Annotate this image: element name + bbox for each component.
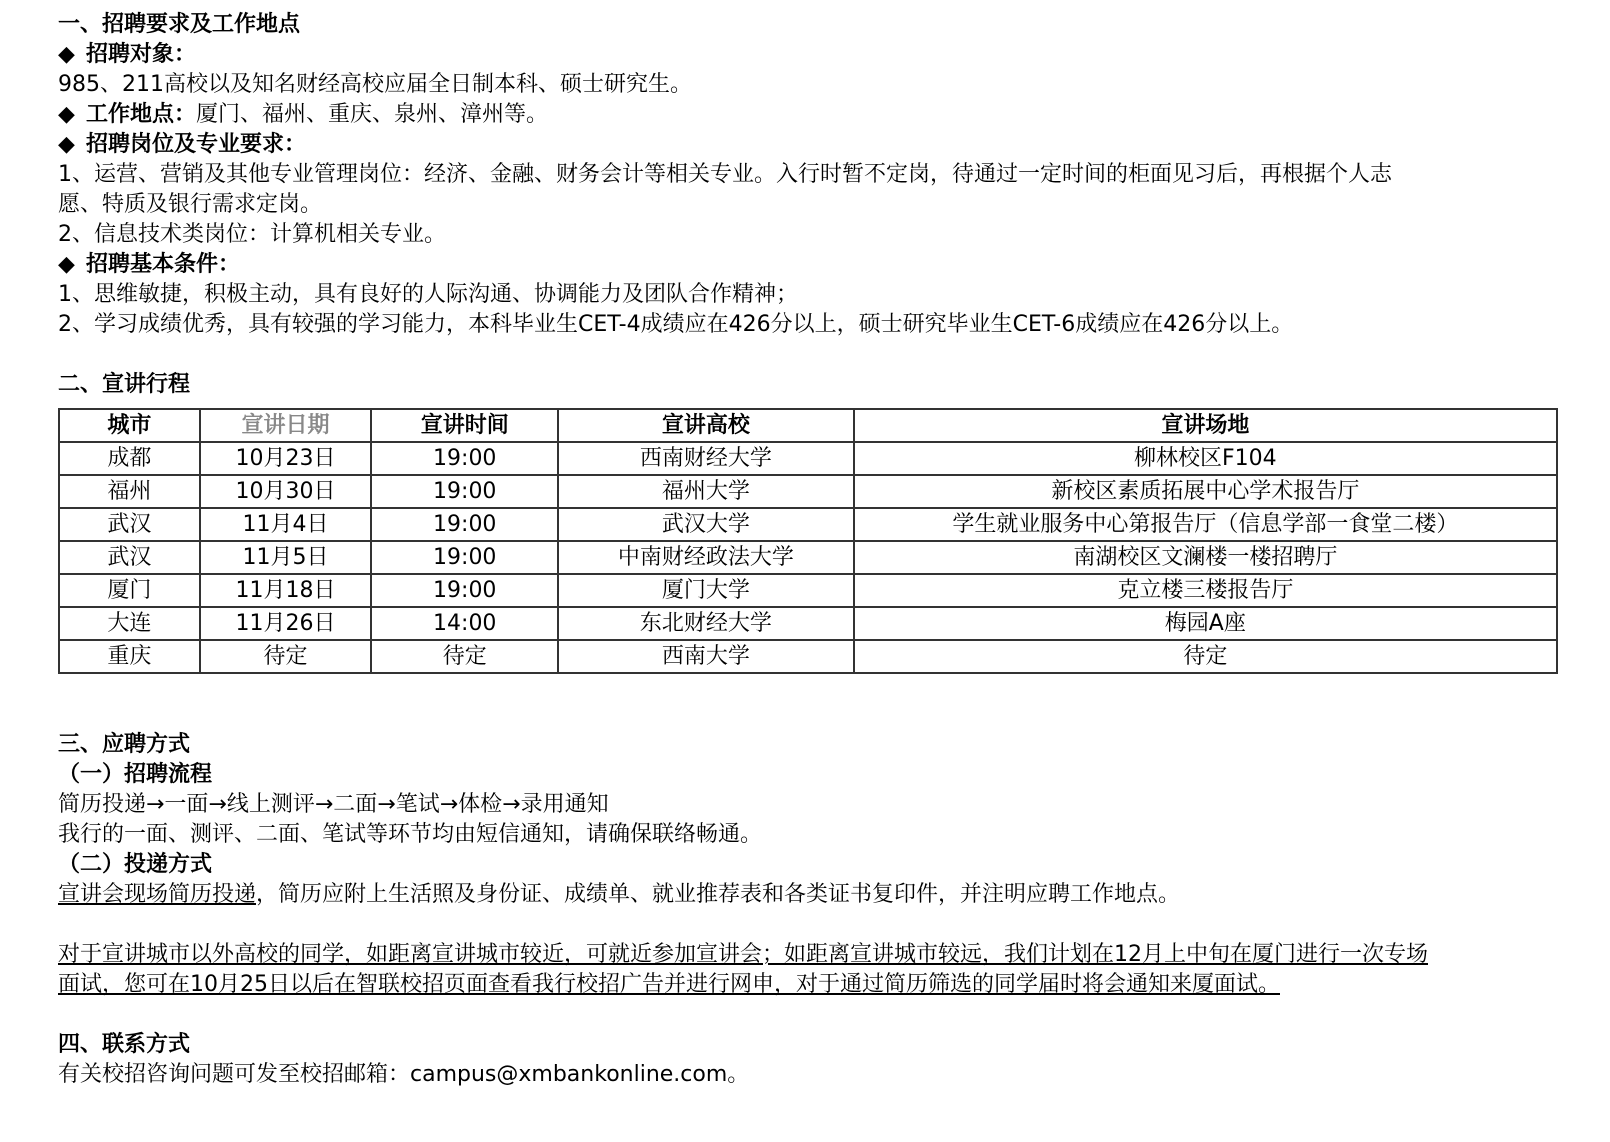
location-line bbox=[58, 100, 1558, 130]
table-header-row bbox=[59, 409, 1557, 442]
header-venue: 宣讲场地 bbox=[854, 409, 1557, 442]
cell-date: 11月4日 bbox=[200, 508, 372, 541]
cell-school: 东北财经大学 bbox=[558, 607, 854, 640]
diamond-bullet-icon: ◆ bbox=[58, 252, 75, 277]
location-text: 厦门、福州、重庆、泉州、漳州等。 bbox=[196, 102, 549, 127]
recruitment-notice bbox=[58, 10, 1558, 1090]
location-heading: 工作地点： bbox=[86, 102, 197, 127]
contact-line bbox=[58, 1060, 1558, 1090]
header-city: 城市 bbox=[59, 409, 200, 442]
cell-time: 19:00 bbox=[371, 574, 558, 607]
positions-heading: 招聘岗位及专业要求： bbox=[86, 132, 307, 157]
cell-city: 成都 bbox=[59, 442, 200, 475]
table-row bbox=[59, 508, 1557, 541]
cell-venue: 柳林校区F104 bbox=[854, 442, 1557, 475]
delivery-heading: （二）投递方式 bbox=[58, 852, 213, 877]
table-row bbox=[59, 574, 1557, 607]
table-row bbox=[59, 442, 1557, 475]
cell-school: 福州大学 bbox=[558, 475, 854, 508]
cell-venue: 学生就业服务中心第报告厅（信息学部一食堂二楼） bbox=[854, 508, 1557, 541]
cell-venue: 新校区素质拓展中心学术报告厅 bbox=[854, 475, 1557, 508]
conditions-heading: 招聘基本条件： bbox=[86, 252, 241, 277]
section1-title: 一、招聘要求及工作地点 bbox=[58, 12, 301, 37]
header-school: 宣讲高校 bbox=[558, 409, 854, 442]
conditions-line-1: 1、思维敏捷，积极主动，具有良好的人际沟通、协调能力及团队合作精神； bbox=[58, 282, 798, 307]
process-line-1: 简历投递→一面→线上测评→二面→笔试→体检→录用通知 bbox=[58, 792, 609, 817]
cell-time: 待定 bbox=[371, 640, 558, 673]
cell-city: 武汉 bbox=[59, 541, 200, 574]
cell-venue: 南湖校区文澜楼一楼招聘厅 bbox=[854, 541, 1557, 574]
note-line-2: 面试，您可在10月25日以后在智联校招页面查看我行校招广告并进行网申，对于通过简历筛选的同学届时将会通知来厦面试。 bbox=[58, 972, 1280, 997]
cell-date: 10月30日 bbox=[200, 475, 372, 508]
diamond-bullet-icon: ◆ bbox=[58, 102, 75, 127]
process-line-2: 我行的一面、测评、二面、笔试等环节均由短信通知，请确保联络畅通。 bbox=[58, 822, 763, 847]
cell-date: 11月18日 bbox=[200, 574, 372, 607]
cell-school: 武汉大学 bbox=[558, 508, 854, 541]
cell-venue: 克立楼三楼报告厅 bbox=[854, 574, 1557, 607]
delivery-link[interactable]: 宣讲会现场简历投递 bbox=[58, 882, 257, 907]
diamond-bullet-icon: ◆ bbox=[58, 42, 75, 67]
contact-label: 有关校招咨询问题可发至校招邮箱： bbox=[58, 1062, 411, 1087]
conditions-heading-line bbox=[58, 250, 1558, 280]
cell-city: 重庆 bbox=[59, 640, 200, 673]
target-text: 985、211高校以及知名财经高校应届全日制本科、硕士研究生。 bbox=[58, 72, 692, 97]
header-date: 宣讲日期 bbox=[200, 409, 372, 442]
cell-date: 11月5日 bbox=[200, 541, 372, 574]
cell-time: 19:00 bbox=[371, 475, 558, 508]
cell-city: 福州 bbox=[59, 475, 200, 508]
cell-date: 待定 bbox=[200, 640, 372, 673]
cell-school: 厦门大学 bbox=[558, 574, 854, 607]
cell-date: 11月26日 bbox=[200, 607, 372, 640]
section4-title: 四、联系方式 bbox=[58, 1032, 191, 1057]
cell-school: 中南财经政法大学 bbox=[558, 541, 854, 574]
positions-line-1: 1、运营、营销及其他专业管理岗位：经济、金融、财务会计等相关专业。入行时暂不定岗，待通过一定时间的柜面见习后，再根据个人志 bbox=[58, 162, 1393, 187]
cell-time: 14:00 bbox=[371, 607, 558, 640]
table-row bbox=[59, 640, 1557, 673]
section3-title: 三、应聘方式 bbox=[58, 732, 191, 757]
positions-line-2: 愿、特质及银行需求定岗。 bbox=[58, 192, 323, 217]
target-heading-line bbox=[58, 40, 1558, 70]
delivery-line bbox=[58, 880, 1558, 910]
cell-city: 大连 bbox=[59, 607, 200, 640]
table-row bbox=[59, 475, 1557, 508]
cell-time: 19:00 bbox=[371, 541, 558, 574]
target-heading: 招聘对象： bbox=[86, 42, 197, 67]
cell-school: 西南大学 bbox=[558, 640, 854, 673]
positions-line-3: 2、信息技术类岗位：计算机相关专业。 bbox=[58, 222, 446, 247]
cell-venue: 梅园A座 bbox=[854, 607, 1557, 640]
process-heading: （一）招聘流程 bbox=[58, 762, 213, 787]
contact-email[interactable]: campus@xmbankonline.com bbox=[410, 1062, 728, 1087]
section2-title: 二、宣讲行程 bbox=[58, 372, 191, 397]
cell-school: 西南财经大学 bbox=[558, 442, 854, 475]
table-row bbox=[59, 541, 1557, 574]
delivery-text: ，简历应附上生活照及身份证、成绩单、就业推荐表和各类证书复印件，并注明应聘工作地点。 bbox=[256, 882, 1181, 907]
schedule-table bbox=[58, 408, 1558, 674]
cell-venue: 待定 bbox=[854, 640, 1557, 673]
positions-heading-line bbox=[58, 130, 1558, 160]
header-time: 宣讲时间 bbox=[371, 409, 558, 442]
conditions-line-2: 2、学习成绩优秀，具有较强的学习能力，本科毕业生CET-4成绩应在426分以上，硕士研究毕业生CET-6成绩应在426分以上。 bbox=[58, 312, 1294, 337]
cell-city: 厦门 bbox=[59, 574, 200, 607]
cell-time: 19:00 bbox=[371, 442, 558, 475]
contact-end: 。 bbox=[727, 1062, 750, 1087]
cell-city: 武汉 bbox=[59, 508, 200, 541]
diamond-bullet-icon: ◆ bbox=[58, 132, 75, 157]
table-row bbox=[59, 607, 1557, 640]
cell-time: 19:00 bbox=[371, 508, 558, 541]
cell-date: 10月23日 bbox=[200, 442, 372, 475]
note-line-1: 对于宣讲城市以外高校的同学，如距离宣讲城市较近，可就近参加宣讲会；如距离宣讲城市较远，我们计划在12月上中旬在厦门进行一次专场 bbox=[58, 942, 1428, 967]
